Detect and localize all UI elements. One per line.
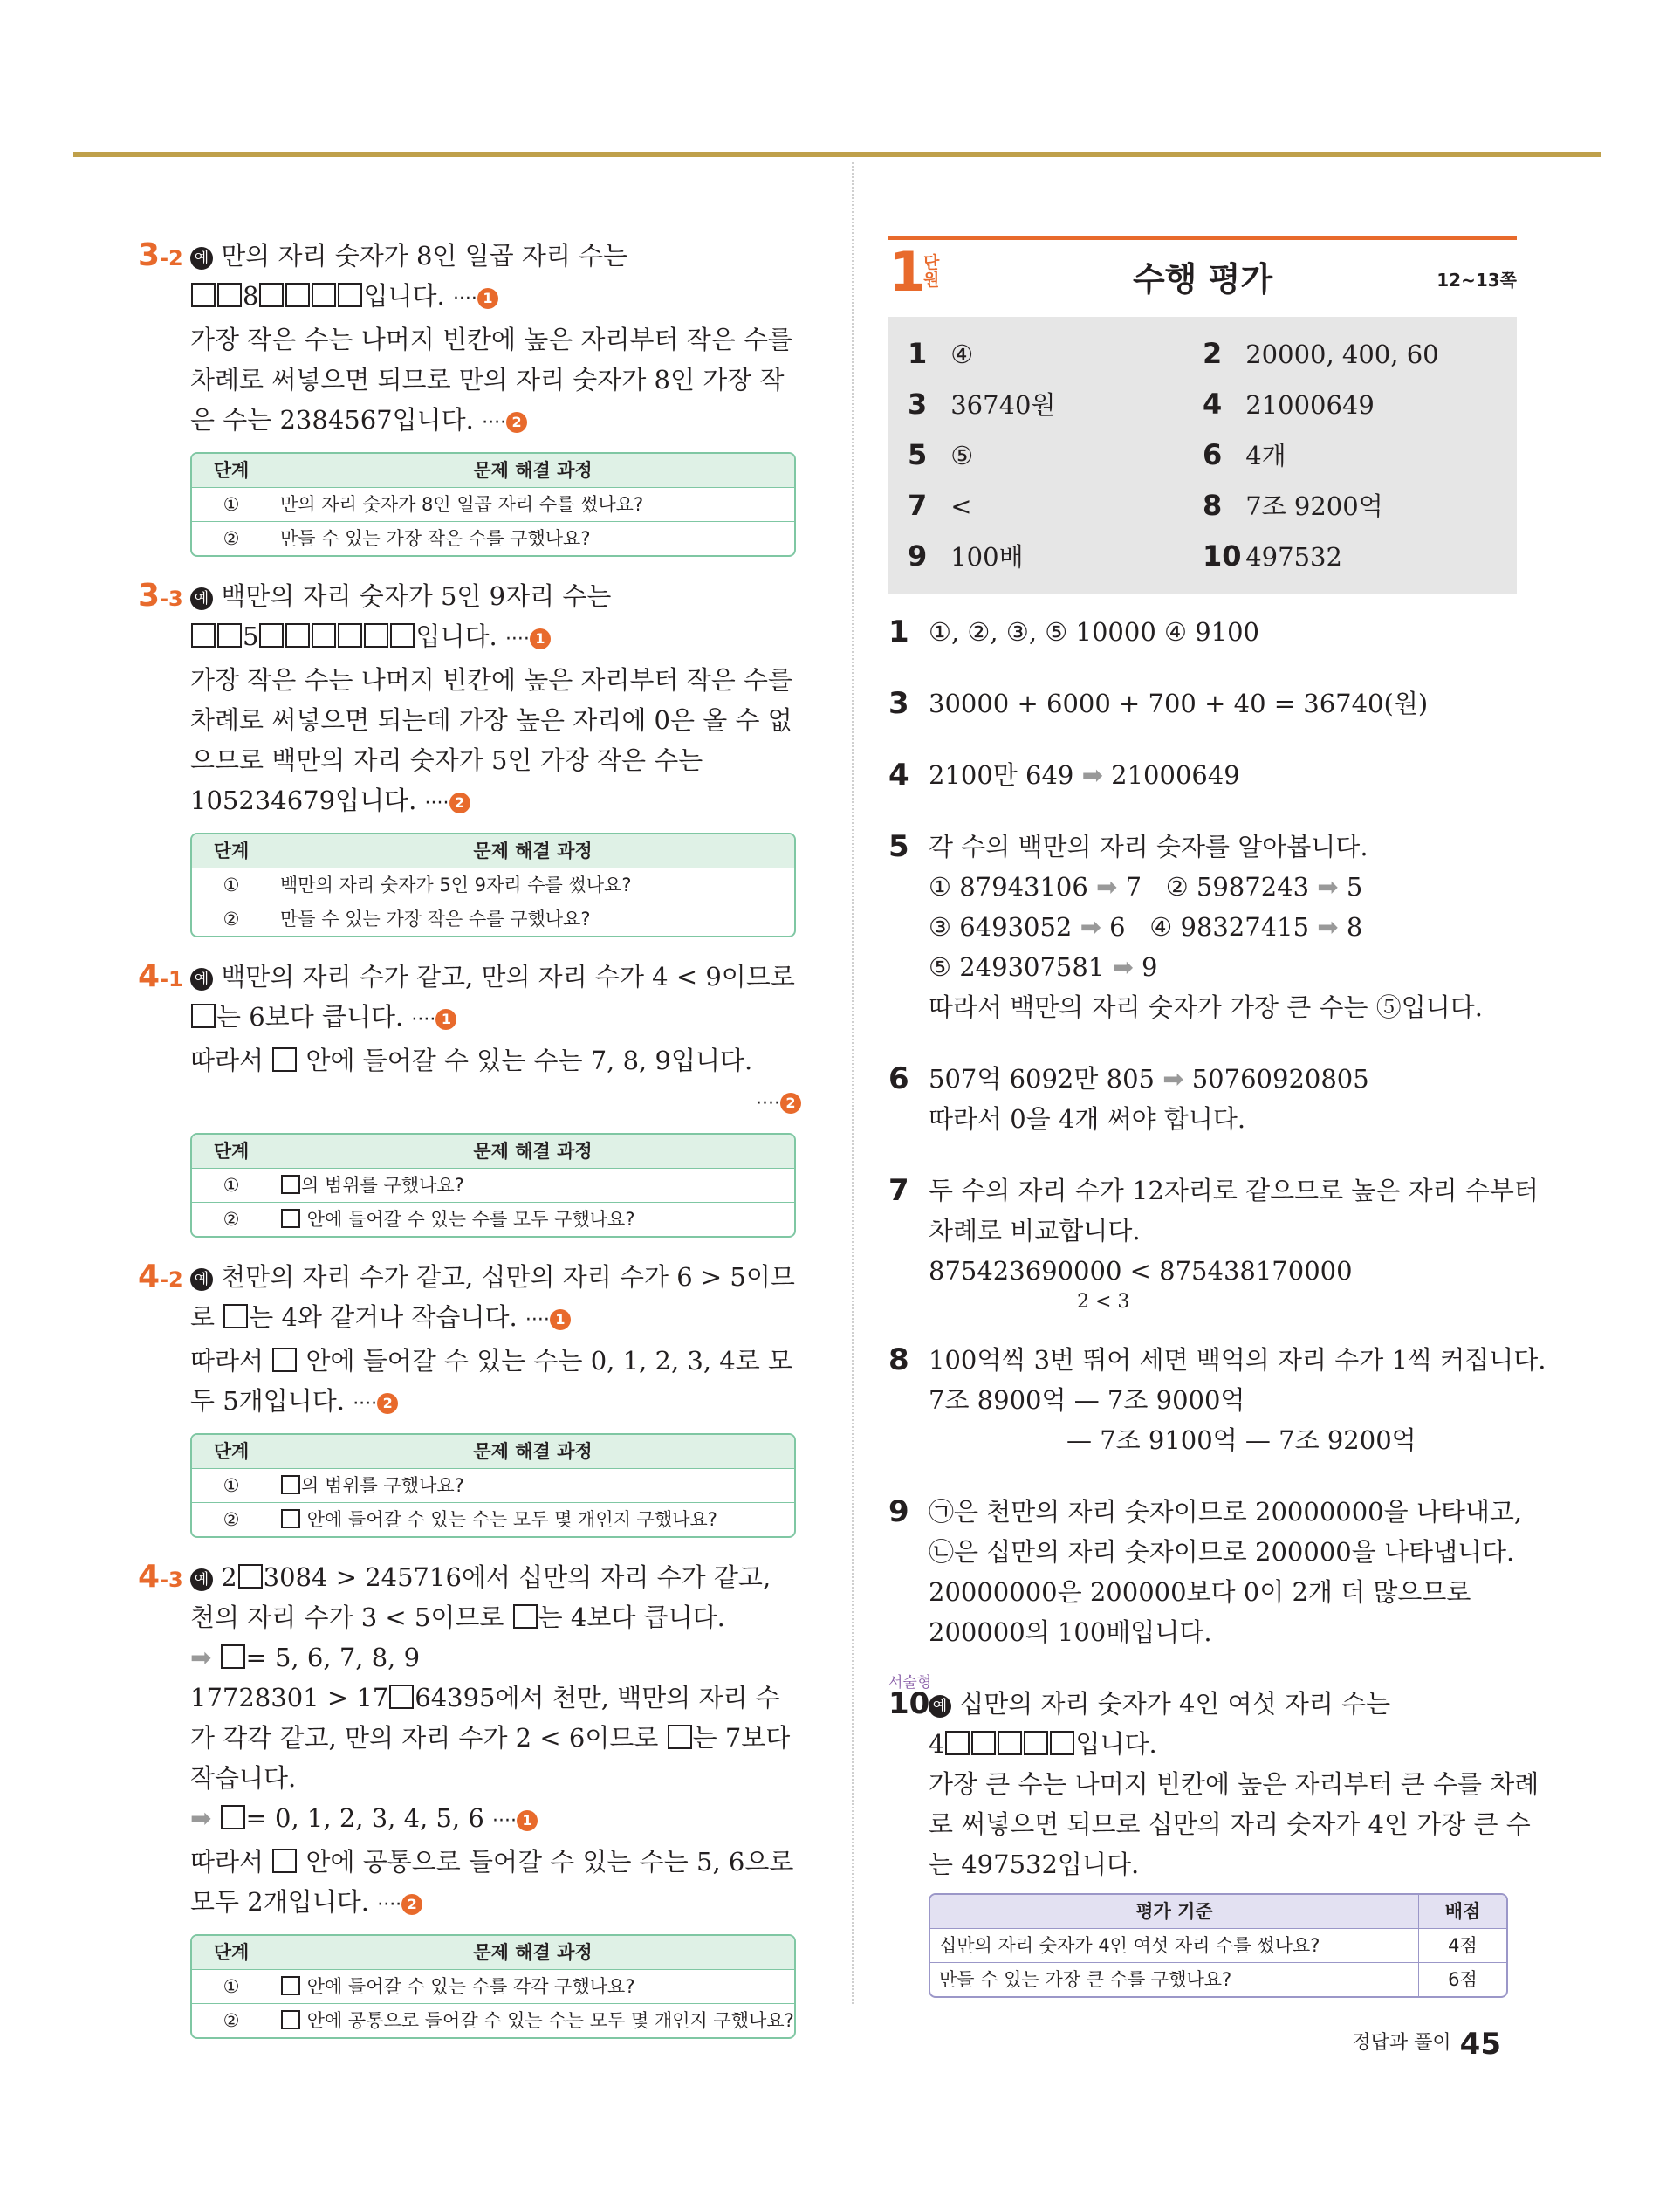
problem-number: 3-3 bbox=[138, 578, 183, 614]
solution-5: 5 각 수의 백만의 자리 숫자를 알아봅니다. ① 87943106 ➡ 7 ② 5987243 ➡ 5 ③ 6493052 ➡ 6 ④ 98327415 ➡ 8 ⑤ 249307581 ➡ 9 따라서 백만의 자리 숫자가 가장 큰 수는 ⑤입니다. bbox=[888, 829, 1484, 1022]
example-icon: 예 bbox=[190, 1268, 213, 1291]
right-column bbox=[888, 236, 1546, 1998]
solution-4: 4 2100만 649 ➡ 21000649 bbox=[888, 758, 1240, 793]
step-table: 단계 문제 해결 과정 ① 백만의 자리 숫자가 5인 9자리 수를 썼나요? ② 만들 수 있는 가장 작은 수를 구했나요? bbox=[190, 833, 796, 937]
grading-table: 평가 기준 배점 십만의 자리 숫자가 4인 여섯 자리 수를 썼나요? 4점 만들 수 있는 가장 큰 수를 구했나요? 6점 bbox=[929, 1893, 1508, 1998]
column-divider bbox=[852, 162, 854, 2004]
step-marker-2: ···· 2 bbox=[482, 412, 527, 434]
answer-item: 6 4개 bbox=[1203, 438, 1286, 471]
example-icon: 예 bbox=[190, 247, 213, 270]
page-range: 12~13쪽 bbox=[1437, 270, 1517, 291]
problem-4-1: 4-1 예 백만의 자리 수가 같고, 만의 자리 수가 4 < 9이므로 는 6보다 큽니다. ···· 1 따라서 안에 들어갈 수 있는 수는 7, 8, 9입니다. ···· 2 단계 문제 해결 과정 ① 의 범위를 구했나요? ② 안에 들어갈 수 있는 수를 모두 구했나요? bbox=[190, 957, 810, 1238]
problem-number: 4-3 bbox=[138, 1559, 183, 1595]
problem-number: 3-2 bbox=[138, 237, 183, 273]
essay-tag: 서술형 bbox=[888, 1674, 932, 1692]
arrow-icon: ➡ bbox=[1080, 912, 1101, 942]
solution-8: 8 100억씩 3번 뛰어 세면 백억의 자리 수가 1씩 커집니다. 7조 8900억 — 7조 9000억 — 7조 9100억 — 7조 9200억 bbox=[888, 1342, 1546, 1455]
solution-7: 7 두 수의 자리 수가 12자리로 같으므로 높은 자리 수부터 차례로 비교합니다. 875423690000 < 875438170000 2 < 3 bbox=[888, 1173, 1539, 1313]
arrow-icon: ➡ bbox=[1317, 912, 1339, 942]
step-marker-2: ···· 2 bbox=[377, 1894, 422, 1916]
step-table: 단계 문제 해결 과정 ① 만의 자리 숫자가 8인 일곱 자리 수를 썼나요? ② 만들 수 있는 가장 작은 수를 구했나요? bbox=[190, 452, 796, 557]
problem-4-2: 4-2 예 천만의 자리 수가 같고, 십만의 자리 수가 6 > 5이므 로 는 4와 같거나 작습니다. ···· 1 따라서 안에 들어갈 수 있는 수는 0, 1, 2, 3, 4로 모 두 5개입니다. ···· 2 단계 문제 해결 과정 ① 의 범위를 구했나요? ② 안에 들어갈 수 있는 수는 모두 몇 개인지 구했나요? bbox=[190, 1257, 810, 1538]
solution-1: 1 ①, ②, ③, ⑤ 10000 ④ 9100 bbox=[888, 614, 1260, 649]
solution-6: 6 507억 6092만 805 ➡ 50760920805 따라서 0을 4개 써야 합니다. bbox=[888, 1061, 1369, 1134]
answer-item: 8 7조 9200억 bbox=[1203, 489, 1383, 522]
answer-item: 7 < bbox=[908, 489, 972, 522]
page-number: 45 bbox=[1459, 2027, 1501, 2062]
step-table: 단계 문제 해결 과정 ① 의 범위를 구했나요? ② 안에 들어갈 수 있는 수는 모두 몇 개인지 구했나요? bbox=[190, 1433, 796, 1538]
problem-number: 4-1 bbox=[138, 958, 183, 994]
arrow-icon: ➡ bbox=[190, 1643, 212, 1672]
step-table: 단계 문제 해결 과정 ① 안에 들어갈 수 있는 수를 각각 구했나요? ② 안에 공통으로 들어갈 수 있는 수는 모두 몇 개인지 구했나요? bbox=[190, 1934, 796, 2039]
arrow-icon: ➡ bbox=[1162, 1064, 1184, 1094]
solution-9: 9 ㉠은 천만의 자리 숫자이므로 20000000을 나타내고, ㉡은 십만의 자리 숫자이므로 200000을 나타냅니다. 20000000은 200000보다 0이 2개 더 많으므로 200000의 100배입니다. bbox=[888, 1494, 1523, 1647]
unit-label: 단원 bbox=[923, 253, 940, 290]
answer-item: 9 100배 bbox=[908, 539, 1024, 573]
example-icon: 예 bbox=[190, 587, 213, 610]
arrow-icon: ➡ bbox=[1096, 872, 1118, 902]
unit-number: 1 bbox=[888, 240, 927, 304]
section-header bbox=[888, 236, 1517, 308]
footer-text: 정답과 풀이 bbox=[1352, 2032, 1451, 2054]
arrow-icon: ➡ bbox=[1317, 872, 1339, 902]
step-marker-1: ···· 1 bbox=[411, 1009, 456, 1031]
example-icon: 예 bbox=[929, 1695, 951, 1718]
solution-3: 3 30000 + 6000 + 700 + 40 = 36740(원) bbox=[888, 686, 1429, 721]
answer-summary bbox=[888, 317, 1517, 594]
example-icon: 예 bbox=[190, 1568, 213, 1591]
comparison-note: 2 < 3 bbox=[1077, 1291, 1130, 1313]
answer-item: 4 21000649 bbox=[1203, 388, 1375, 421]
step-marker-1: ···· 1 bbox=[453, 288, 498, 310]
step-marker-2: ···· 2 bbox=[756, 1093, 801, 1115]
answer-item: 10 497532 bbox=[1203, 539, 1342, 573]
example-icon: 예 bbox=[190, 968, 213, 991]
solution-10: 서술형 10 예 십만의 자리 숫자가 4인 여섯 자리 수는 4 입니다. 가장 큰 수는 나머지 빈칸에 높은 자리부터 큰 수를 차례 로 써넣으면 되므로 십만의 자리 숫자가 4인 가장 큰 수 는 497532입니다. 평가 기준 배점 십만의 자리 숫자가 4인 여섯 자리 수를 썼나요? 4점 만들 수 있는 가장 큰 수를 구했나요? 6점 bbox=[888, 1684, 1517, 1998]
top-rule bbox=[73, 152, 1601, 157]
step-marker-1: ···· 1 bbox=[492, 1810, 538, 1832]
section-title: 수행 평가 bbox=[1132, 260, 1273, 299]
problem-3-3: 3-3 예 백만의 자리 숫자가 5인 9자리 수는 5 입니다. ···· 1 가장 작은 수는 나머지 빈칸에 높은 자리부터 작은 수를 차례로 써넣으면 되는데 가장 높은 자리에 0은 올 수 없 으므로 백만의 자리 숫자가 5인 가장 작은 수는 105234679입니다. ···· 2 단계 문제 해결 과정 ① 백만의 자리 숫자가 5인 9자리 수를 썼나요? ② 만들 수 있는 가장 작은 수를 구했나요? bbox=[190, 576, 810, 937]
answer-item: 2 20000, 400, 60 bbox=[1203, 337, 1439, 370]
step-table: 단계 문제 해결 과정 ① 의 범위를 구했나요? ② 안에 들어갈 수 있는 수를 모두 구했나요? bbox=[190, 1133, 796, 1238]
problem-number: 4-2 bbox=[138, 1259, 183, 1294]
step-marker-1: ···· 1 bbox=[525, 1309, 571, 1331]
step-marker-2: ···· 2 bbox=[353, 1393, 398, 1415]
answer-item: 5 ⑤ bbox=[908, 438, 974, 471]
step-marker-2: ···· 2 bbox=[425, 793, 470, 814]
left-column bbox=[138, 236, 810, 2058]
arrow-icon: ➡ bbox=[1081, 760, 1103, 790]
page-footer bbox=[1352, 2027, 1501, 2062]
step-marker-1: ···· 1 bbox=[505, 628, 551, 650]
problem-4-3: 4-3 예 2 3084 > 245716에서 십만의 자리 수가 같고, 천의 자리 수가 3 < 5이므로 는 4보다 큽니다. ➡ = 5, 6, 7, 8, 9 17728301 > 17 64395에서 천만, 백만의 자리 수 가 각각 같고, 만의 자리 수가 2 < 6이므로 는 7보다 작습니다. ➡ = 0, 1, 2, 3, 4, 5, 6 ···· 1 따라서 안에 공통으로 들어갈 수 있는 수는 5, 6으로 모두 2개입니다. ···· 2 단계 문제 해결 과정 ① 안에 들어갈 수 있는 수를 각각 구했나요? ② 안에 공통으로 들어갈 수 있는 수는 모두 몇 개인지 구했나요? bbox=[190, 1557, 810, 2039]
answer-item: 1 ④ bbox=[908, 337, 974, 370]
answer-item: 3 36740원 bbox=[908, 388, 1056, 421]
arrow-icon: ➡ bbox=[1112, 952, 1134, 982]
problem-3-2: 3-2 예 만의 자리 숫자가 8인 일곱 자리 수는 8 입니다. ···· 1 가장 작은 수는 나머지 빈칸에 높은 자리부터 작은 수를 차례로 써넣으면 되므로 만의 자리 숫자가 8인 가장 작 은 수는 2384567입니다. ···· 2 단계 문제 해결 과정 ① 만의 자리 숫자가 8인 일곱 자리 수를 썼나요? ② 만들 수 있는 가장 작은 수를 구했나요? bbox=[190, 236, 810, 557]
arrow-icon: ➡ bbox=[190, 1803, 212, 1833]
